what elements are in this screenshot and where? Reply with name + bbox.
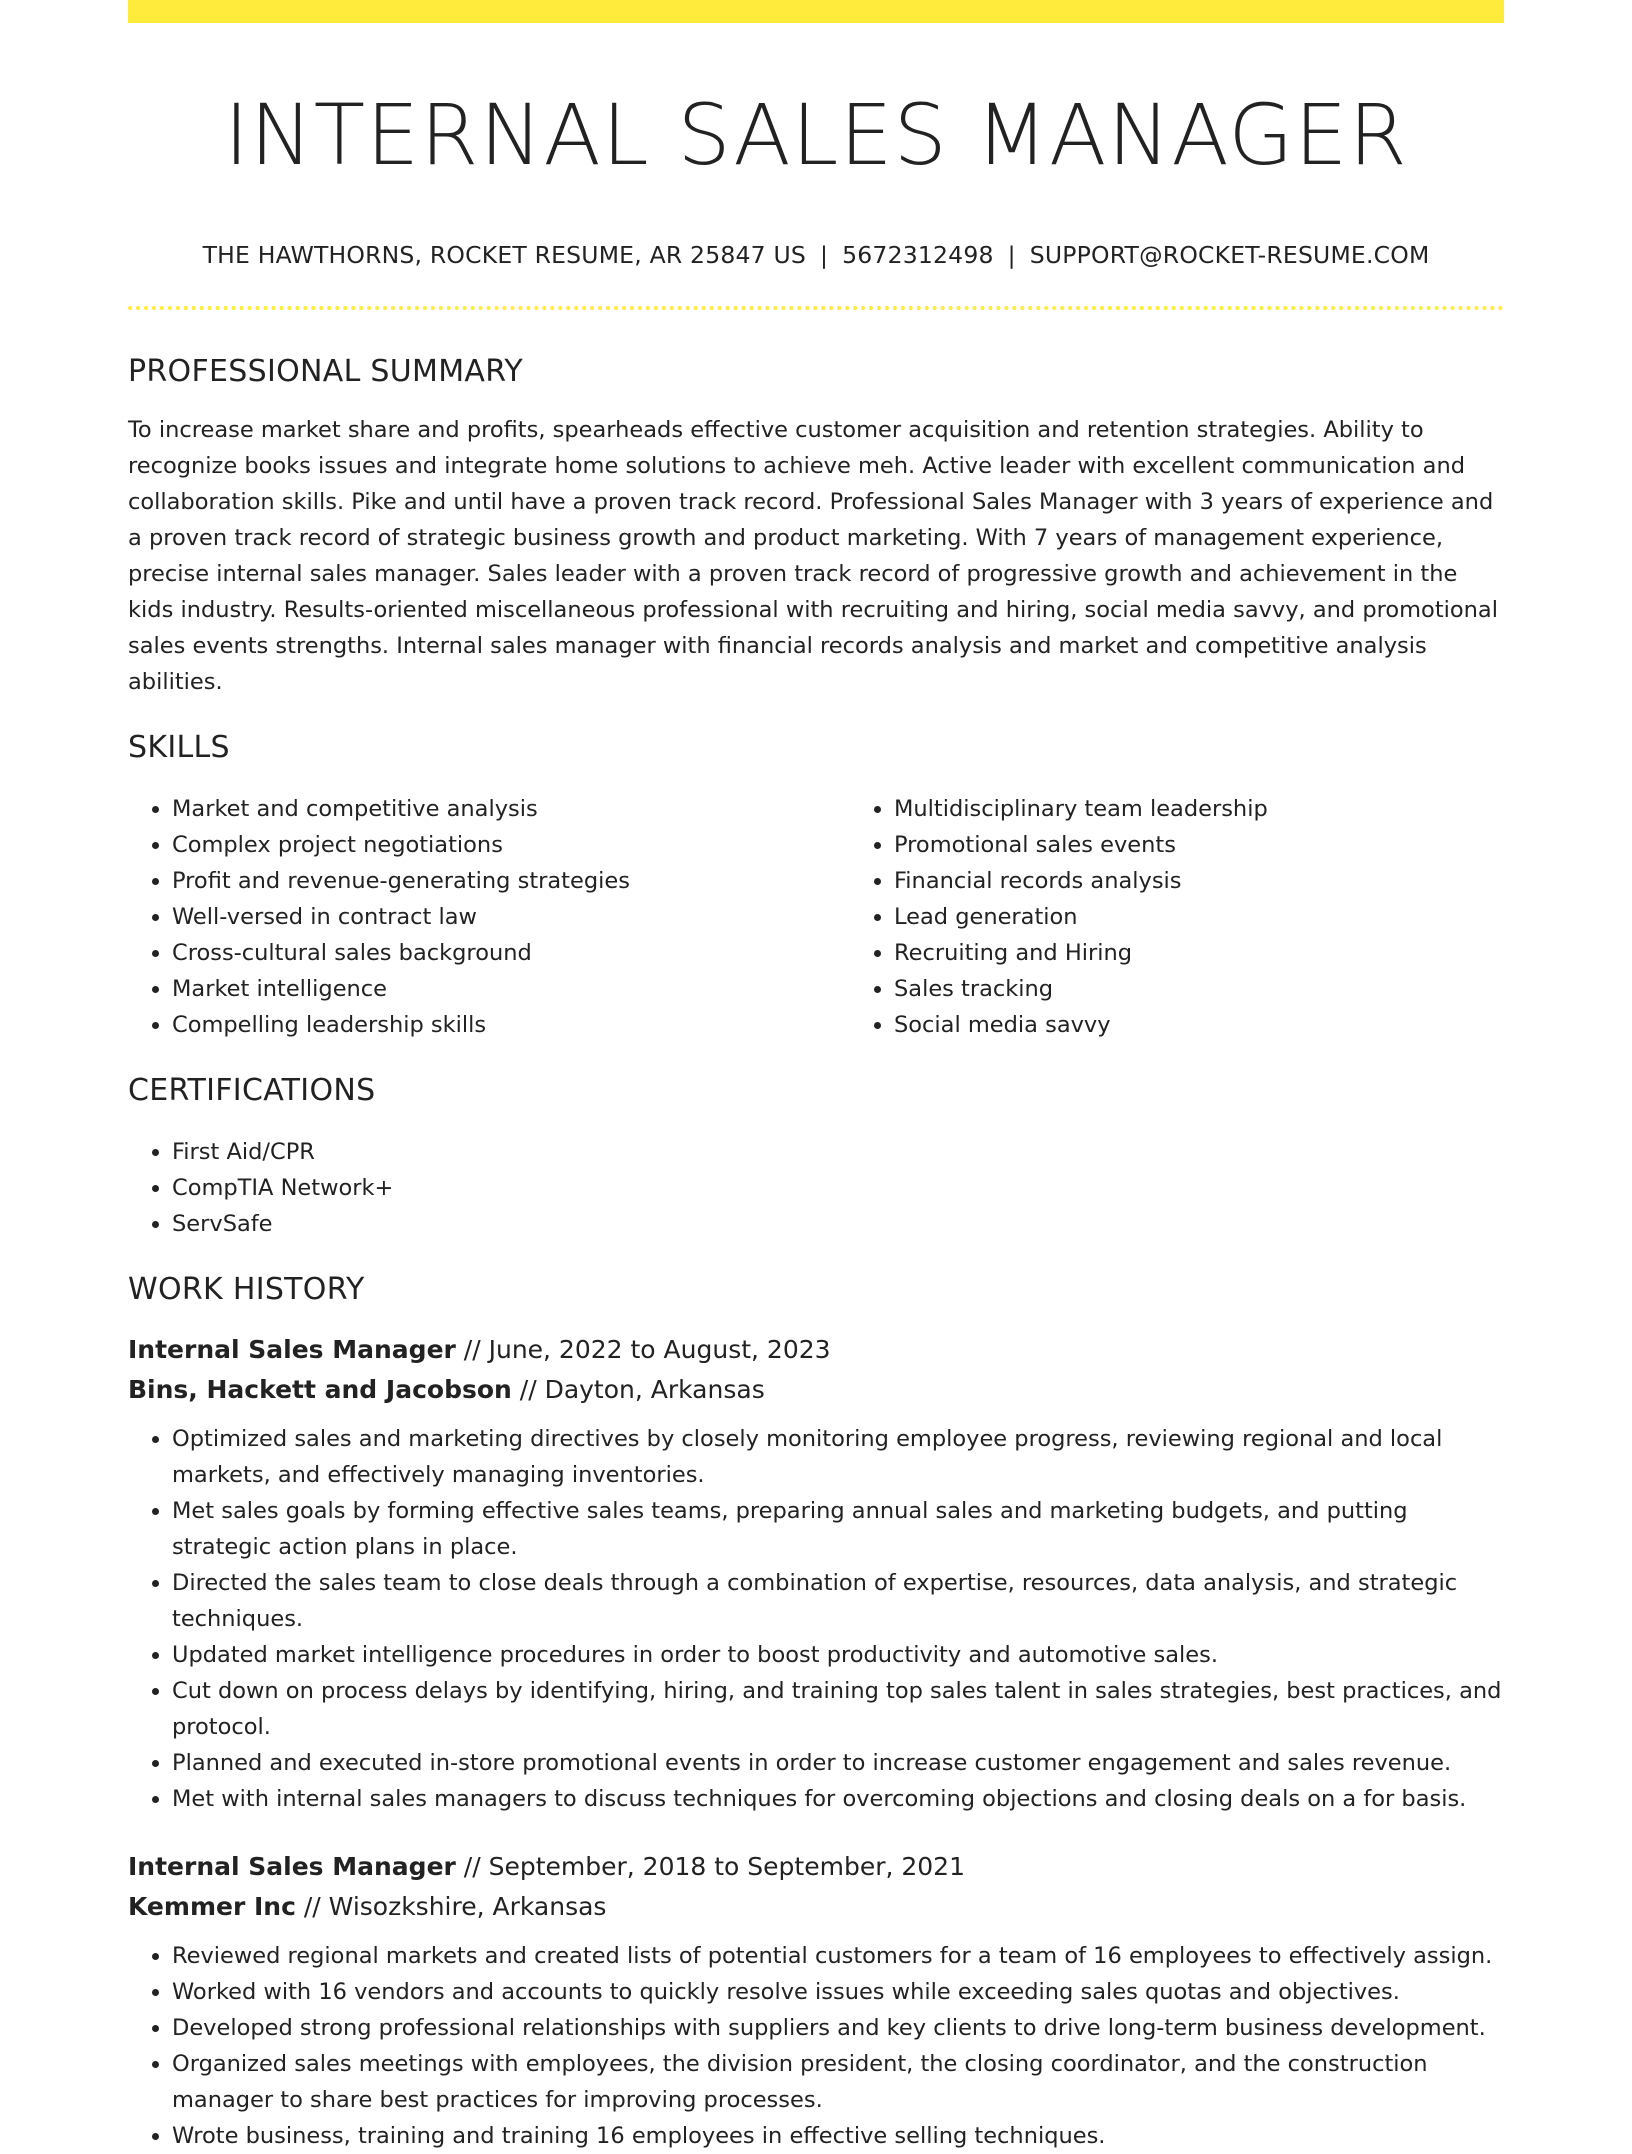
- dotted-divider: [128, 306, 1504, 310]
- skills-left-list: [128, 791, 850, 1043]
- certifications-list: [128, 1134, 1504, 1242]
- job-bullet: • Developed strong professional relationships with suppliers and key clients to drive long-term business development.: [172, 2010, 1504, 2046]
- resume-title: INTERNAL SALES MANAGER: [224, 86, 1408, 184]
- job-bullets: [128, 1938, 1504, 2154]
- job-bullet: • Optimized sales and marketing directives by closely monitoring employee progress, reviewing regional and local markets, and effectively managing inventories.: [172, 1421, 1504, 1493]
- job-dates: // September, 2018 to September, 2021: [455, 1851, 965, 1881]
- contact-address: THE HAWTHORNS, ROCKET RESUME, AR 25847 US: [202, 240, 806, 269]
- skill-item: • Promotional sales events: [894, 827, 1572, 863]
- job-bullet: • Reviewed regional markets and created lists of potential customers for a team of 16 employees to effectively assign.: [172, 1938, 1504, 1974]
- certifications-heading: CERTIFICATIONS: [128, 1072, 376, 1108]
- job-location: // Wisozkshire, Arkansas: [295, 1891, 607, 1921]
- contact-phone[interactable]: 5672312498: [842, 240, 994, 269]
- job-title-line: [128, 1847, 1504, 1887]
- job-bullet: • Organized sales meetings with employees, the division president, the closing coordinator, and the construction manager to share best practices for improving processes.: [172, 2046, 1504, 2118]
- job-location: // Dayton, Arkansas: [511, 1374, 765, 1404]
- job-bullet: • Planned and executed in-store promotional events in order to increase customer engagement and sales revenue.: [172, 1745, 1504, 1781]
- certification-item: • First Aid/CPR: [172, 1134, 1504, 1170]
- skill-item: • Recruiting and Hiring: [894, 935, 1572, 971]
- skill-item: • Social media savvy: [894, 1007, 1572, 1043]
- contact-email[interactable]: SUPPORT@ROCKET-RESUME.COM: [1029, 240, 1430, 269]
- job-company-line: [128, 1887, 1504, 1927]
- skill-item: • Complex project negotiations: [172, 827, 850, 863]
- job-role: Internal Sales Manager: [128, 1851, 456, 1881]
- skill-item: • Sales tracking: [894, 971, 1572, 1007]
- contact-separator: |: [1007, 240, 1016, 269]
- summary-heading: PROFESSIONAL SUMMARY: [128, 353, 524, 389]
- job-bullet: • Worked with 16 vendors and accounts to quickly resolve issues while exceeding sales quotas and objectives.: [172, 1974, 1504, 2010]
- job-dates: // June, 2022 to August, 2023: [455, 1334, 831, 1364]
- contact-separator: |: [820, 240, 829, 269]
- job-bullets: [128, 1421, 1504, 1817]
- skills-columns: [128, 791, 1504, 1043]
- skill-item: • Lead generation: [894, 899, 1572, 935]
- work-history-heading: WORK HISTORY: [128, 1271, 365, 1307]
- certification-item: • CompTIA Network+: [172, 1170, 1504, 1206]
- job-company: Bins, Hackett and Jacobson: [128, 1374, 512, 1404]
- skill-item: • Market and competitive analysis: [172, 791, 850, 827]
- job-bullet: • Wrote business, training and training 16 employees in effective selling techniques.: [172, 2118, 1504, 2154]
- job-bullet: • Met sales goals by forming effective sales teams, preparing annual sales and marketing budgets, and putting strategic action plans in place.: [172, 1493, 1504, 1565]
- skill-item: • Multidisciplinary team leadership: [894, 791, 1572, 827]
- job-bullet: • Updated market intelligence procedures in order to boost productivity and automotive sales.: [172, 1637, 1504, 1673]
- job-company: Kemmer Inc: [128, 1891, 296, 1921]
- certification-item: • ServSafe: [172, 1206, 1504, 1242]
- job-title-line: [128, 1330, 1504, 1370]
- job-bullet: • Met with internal sales managers to discuss techniques for overcoming objections and closing deals on a for basis.: [172, 1781, 1504, 1817]
- job-role: Internal Sales Manager: [128, 1334, 456, 1364]
- skill-item: • Well-versed in contract law: [172, 899, 850, 935]
- skill-item: • Cross-cultural sales background: [172, 935, 850, 971]
- contact-line: [128, 241, 1504, 269]
- skills-heading: SKILLS: [128, 729, 230, 765]
- skill-item: • Compelling leadership skills: [172, 1007, 850, 1043]
- skills-right-list: [850, 791, 1572, 1043]
- skill-item: • Market intelligence: [172, 971, 850, 1007]
- accent-top-bar: [128, 0, 1504, 23]
- resume-page: [128, 0, 1504, 2154]
- job-bullet: • Directed the sales team to close deals through a combination of expertise, resources, data analysis, and strategic techniques.: [172, 1565, 1504, 1637]
- skill-item: • Financial records analysis: [894, 863, 1572, 899]
- job-bullet: • Cut down on process delays by identifying, hiring, and training top sales talent in sales strategies, best practices, and protocol.: [172, 1673, 1504, 1745]
- skill-item: • Profit and revenue-generating strategies: [172, 863, 850, 899]
- job-company-line: [128, 1370, 1504, 1410]
- summary-text: To increase market share and profits, spearheads effective customer acquisition and retention strategies. Ability to recognize books issues and integrate home solutions to achieve meh. Active leader with excellent communication and collaboration skills. Pike and until have a proven track record. Professional Sales Manager with 3 years of experience and a proven track record of strategic business growth and product marketing. With 7 years of management experience, precise internal sales manager. Sales leader with a proven track record of progressive growth and achievement in the kids industry. Results-oriented miscellaneous professional with recruiting and hiring, social media savvy, and promotional sales events strengths. Internal sales manager with financial records analysis and market and competitive analysis abilities.: [128, 416, 1498, 695]
